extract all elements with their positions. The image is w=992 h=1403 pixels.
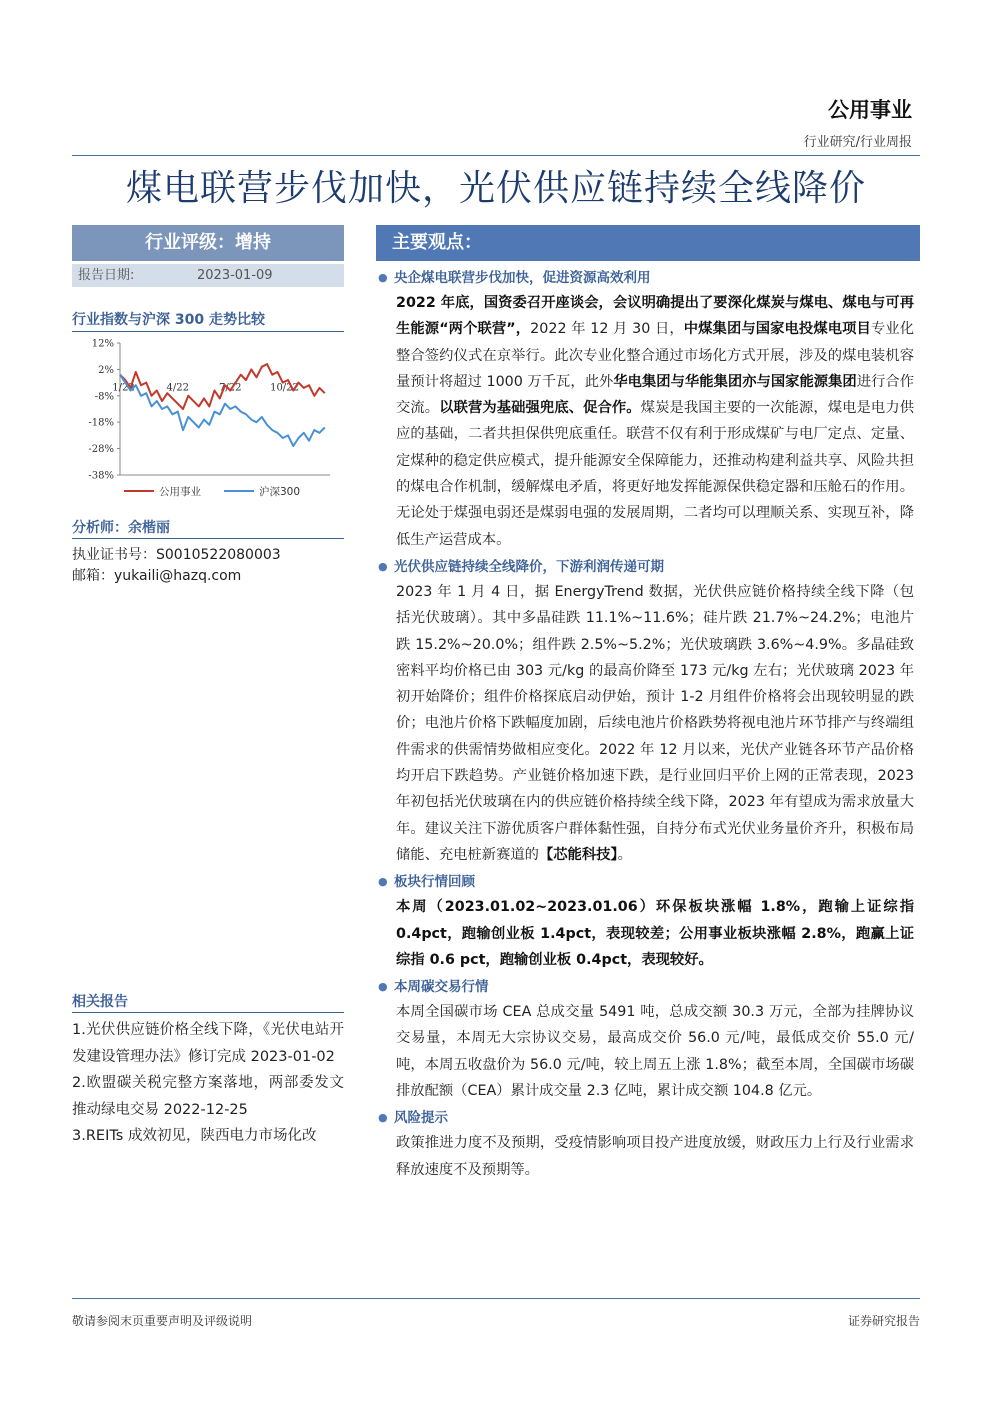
bullet-icon: ● [378,559,388,573]
bold-text: 2022 年底，国资委召开座谈会，会议明确提出了要深化煤炭与煤电、煤电与可再生能源“两个联营”， [396,295,914,338]
footer-divider [72,1298,920,1299]
x-tick-label: 1/22 [112,382,135,394]
section-heading [378,555,914,579]
section-heading-text: 板块行情回顾 [394,874,475,891]
section-heading-text: 风险提示 [394,1110,448,1127]
y-tick-label: 12% [91,338,114,350]
section-paragraph [378,894,914,973]
report-title: 煤电联营步伐加快，光伏供应链持续全线降价 [125,168,866,209]
header-divider [72,155,920,156]
text: 本周全国碳市场 CEA 总成交量 5491 吨，总成交额 30.3 万元，全部为挂牌协议交易量，本周无大宗协议交易，最高成交价 56.0 元/吨，最低成交价 55.0 元/吨，本周五收盘价为 56.0 元/吨，较上周五上涨 1.8%；截至本周，全国碳市场碳排放配额（CEA）累计成交量 2.3 亿吨，累计成交额 104.8 亿元。 [396,1004,914,1100]
section-heading [378,1106,914,1130]
text: 。 [617,846,632,863]
y-tick-label: 2% [98,364,114,376]
section-paragraph [378,1130,914,1183]
x-tick-label: 10/22 [270,382,299,394]
text: 煤炭是我国主要的一次能源，煤电是电力供应的基础，二者共担保供兜底重任。联营不仅有利于形成煤矿与电厂定点、定量、定煤种的稳定供应模式，提升能源安全保障能力，还推动构建利益共享、风险共担的煤电合作机制，缓解煤电矛盾，将更好地发挥能源保供稳定器和压舱石的作用。无论处于煤强电弱还是煤弱电强的发展周期，二者均可以理顺关系、实现互补，降低生产运营成本。 [396,400,915,548]
sector-label: 公用事业 [828,97,912,122]
main-content [378,266,914,1185]
bullet-icon: ● [378,875,388,889]
y-tick-label: -18% [88,417,114,429]
main-opinions-header: 主要观点： [376,225,920,261]
legend-label: 沪深300 [259,486,301,498]
chart-title: 行业指数与沪深 300 走势比较 [72,312,265,328]
text: 2022 年 12 月 30 日， [530,321,684,338]
bold-text: 本周（2023.01.02~2023.01.06）环保板块涨幅 1.8%，跑输上证综指 0.4pct，跑输创业板 1.4pct，表现较差；公用事业板块涨幅 2.8%，跑赢上证综指 0.6 pct，跑输创业板 0.4pct，表现较好。 [396,899,914,968]
x-tick-label: 7/22 [219,382,242,394]
section-heading [378,266,914,290]
bold-text: 以联营为基础强兜底、促合作。 [439,400,641,417]
analyst-email[interactable]: 邮箱：yukaili@hazq.com [72,568,242,584]
section-heading [378,870,914,894]
analyst-name: 分析师：余楷丽 [72,520,170,536]
bold-text: 华电集团与华能集团亦与国家能源集团 [613,373,857,390]
bullet-icon: ● [378,1111,388,1125]
bold-text: 中煤集团与国家电投煤电项目 [683,321,871,338]
legend-label: 公用事业 [159,486,201,498]
bullet-icon: ● [378,980,388,994]
related-report-item[interactable]: 1.光伏供应链价格全线下降，《光伏电站开发建设管理办法》修订完成 2023-01-02 [72,1022,344,1065]
related-reports-label: 相关报告 [72,994,128,1010]
related-reports-divider [72,1012,344,1013]
y-tick-label: -8% [94,391,114,403]
report-category: 证券研究报告 [847,1314,920,1328]
section-heading-text: 央企煤电联营步伐加快，促进资源高效利用 [394,270,651,286]
x-tick-label: 4/22 [166,382,189,394]
report-date-value: 2023-01-09 [197,268,273,283]
report-date-label: 报告日期: [78,268,135,283]
text: 进行合作交流。 [396,373,915,417]
y-tick-label: -28% [88,444,114,456]
related-report-item[interactable]: 2.欧盟碳关税完整方案落地，两部委发文推动绿电交易 2022-12-25 [72,1075,344,1118]
report-date-row [72,264,344,287]
bullet-icon: ● [378,271,388,284]
chart-title-divider [72,331,344,332]
section-heading-text: 本周碳交易行情 [394,979,489,996]
bold-text: 【芯能科技】 [538,846,618,863]
section-heading-text: 光伏供应链持续全线降价，下游利润传递可期 [394,558,664,575]
text: 2023 年 1 月 4 日，据 EnergyTrend 数据，光伏供应链价格持续全线下降（包括光伏玻璃）。其中多晶硅跌 11.1%~11.6%；硅片跌 21.7%~24.2%；电池片跌 15.2%~20.0%；组件跌 2.5%~5.2%；光伏玻璃跌 3.6%~4.9%。多晶硅致密料平均价格已由 303 元/kg 的最高价降至 173 元/kg 左右；光伏玻璃 2023 年初开始降价；组件价格探底启动伊始，预计 1-2 月组件价格将会出现较明显的跌价；电池片价格下跌幅度加剧，后续电池片价格跌势将视电池片环节排产与终端组件需求的供需情势做相应变化。2022 年 12 月以来，光伏产业链各环节产品价格均开启下跌趋势。产业链价格加速下跌，是行业回归平价上网的正常表现，2023 年初包括光伏玻璃在内的供应链价格持续全线下降，2023 年有望成为需求放量大年。建议关注下游优质客户群体黏性强，自持分布式光伏业务量价齐升，积极布局储能、充电桩新赛道的 [396,583,914,863]
section-heading [378,975,914,999]
section-paragraph [378,999,914,1104]
related-report-item[interactable]: 3.REITs 成效初见，陕西电力市场化改 [72,1128,317,1144]
report-type: 行业研究/行业周报 [803,135,912,150]
industry-rating: 行业评级：增持 [72,225,344,261]
trend-chart [72,333,344,513]
section-paragraph [378,290,914,553]
related-reports-list [72,1017,344,1150]
section-paragraph [378,579,914,868]
analyst-divider [72,538,344,539]
y-tick-label: -38% [88,470,114,482]
certificate-number: 执业证书号：S0010522080003 [72,547,281,563]
text: 政策推进力度不及预期，受疫情影响项目投产进度放缓，财政压力上行及行业需求释放速度不及预期等。 [396,1135,914,1178]
disclaimer-note: 敬请参阅末页重要声明及评级说明 [72,1314,253,1328]
text: 专业化整合签约仪式在京举行。此次专业化整合通过市场化方式开展，涉及的煤电装机容量预计将超过 1000 万千瓦，此外 [396,321,914,390]
